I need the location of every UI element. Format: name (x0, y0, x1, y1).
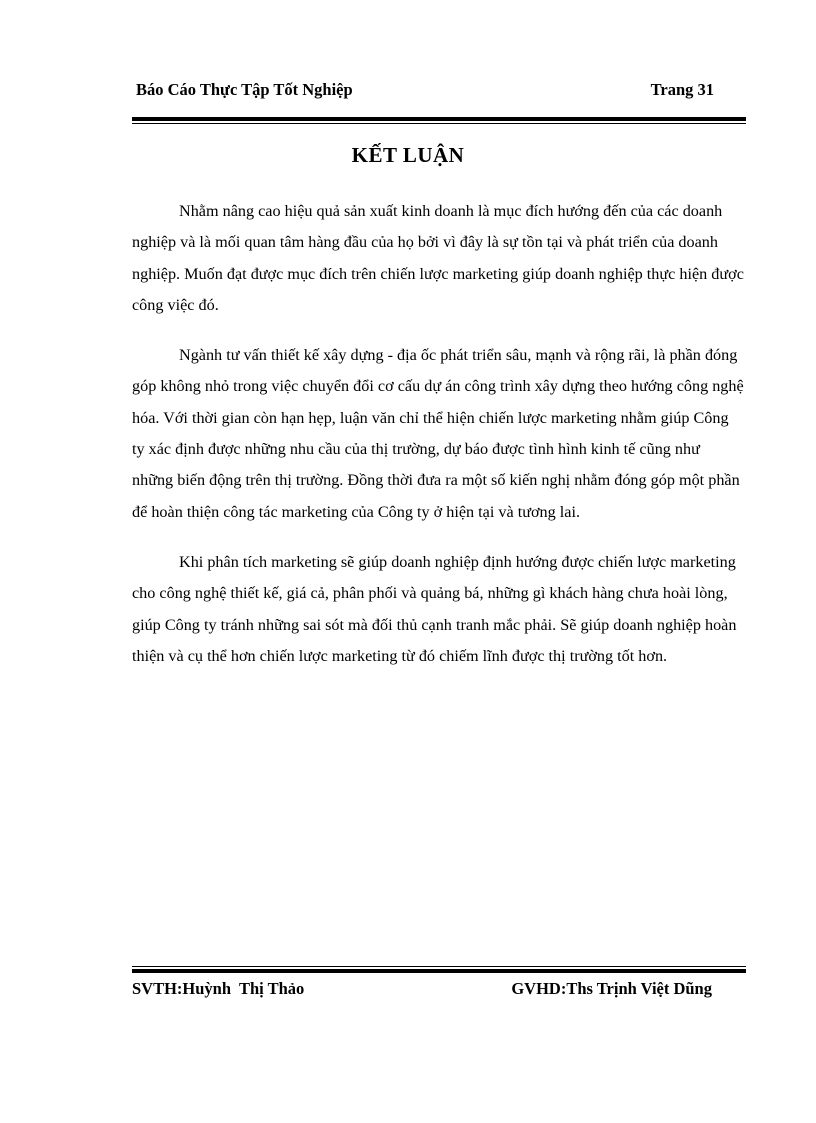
footer-rule-thin (132, 966, 746, 967)
section-title: KẾT LUẬN (351, 143, 465, 167)
advisor-name: GVHD:Ths Trịnh Việt Dũng (511, 979, 712, 998)
student-name: SVTH:Huỳnh Thị Thảo (132, 979, 305, 998)
header-rule-thin (132, 123, 746, 124)
header-rule-thick (132, 117, 746, 121)
body-text (132, 196, 744, 691)
footer-rule-thick (132, 969, 746, 973)
paragraph: Ngành tư vấn thiết kế xây dựng - địa ốc phát triển sâu, mạnh và rộng rãi, là phần đóng góp không nhỏ trong việc chuyển đổi cơ cấu dự án công trình xây dựng theo hướng công nghệ hóa. Với thời gian còn hạn hẹp, luận văn chỉ thể hiện chiến lược marketing nhằm giúp Công ty xác định được những nhu cầu của thị trường, dự báo được tình hình kinh tế cũng như những biến động trên thị trường. Đồng thời đưa ra một số kiến nghị nhằm đóng góp một phần để hoàn thiện công tác marketing của Công ty ở hiện tại và tương lai. (132, 346, 744, 521)
paragraph: Khi phân tích marketing sẽ giúp doanh nghiệp định hướng được chiến lược marketing cho công nghệ thiết kế, giá cả, phân phối và quảng bá, những gì khách hàng chưa hoài lòng, giúp Công ty tránh những sai sót mà đối thủ cạnh tranh mắc phải. Sẽ giúp doanh nghiệp hoàn thiện và cụ thể hơn chiến lược marketing từ đó chiếm lĩnh được thị trường tốt hơn. (132, 552, 737, 665)
page-footer (132, 979, 712, 1001)
page-header (136, 80, 714, 102)
paragraph: Nhằm nâng cao hiệu quả sản xuất kinh doanh là mục đích hướng đến của các doanh nghiệp và là mối quan tâm hàng đầu của họ bởi vì đây là sự tồn tại và phát triển của doanh nghiệp. Muốn đạt được mục đích trên chiến lược marketing giúp doanh nghiệp thực hiện được công việc đó. (132, 202, 744, 314)
report-title: Báo Cáo Thực Tập Tốt Nghiệp (136, 80, 353, 99)
page-number: Trang 31 (650, 80, 714, 99)
